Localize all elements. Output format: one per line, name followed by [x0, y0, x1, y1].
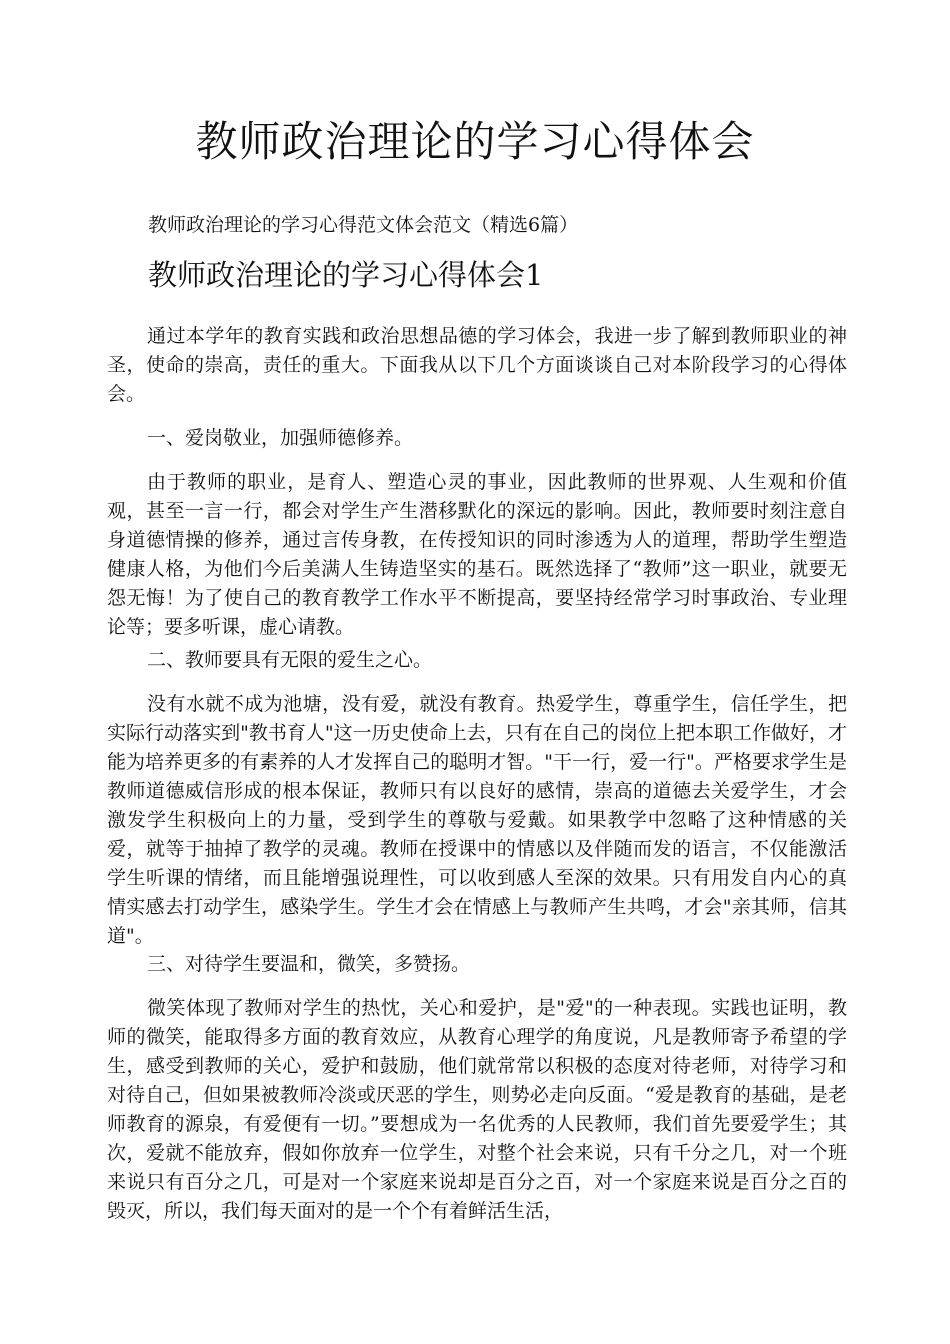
section-heading: 教师政治理论的学习心得体会1 — [148, 258, 544, 292]
document-subtitle: 教师政治理论的学习心得范文体会范文（精选6篇） — [148, 214, 579, 236]
intro-paragraph: 通过本学年的教育实践和政治思想品德的学习体会，我进一步了解到教师职业的神圣，使命的崇高，责任的重大。下面我从以下几个方面谈谈自己对本阶段学习的心得体会。 — [107, 325, 847, 405]
point-heading-3: 三、对待学生要温和，微笑，多赞扬。 — [147, 953, 471, 975]
point-paragraph-2: 没有水就不成为池塘，没有爱，就没有教育。热爱学生，尊重学生，信任学生，把实际行动落实到"教书育人"这一历史使命上去，只有在自己的岗位上把本职工作做好，才能为培养更多的有素养的人才发挥自己的聪明才智。"干一行，爱一行"。严格要求学生是教师道德威信形成的根本保证，教师只有以良好的感情，崇高的道德去关爱学生，才会激发学生积极向上的力量，受到学生的尊敬与爱戴。如果教学中忽略了这种情感的关爱，就等于抽掉了教学的灵魂。教师在授课中的情感以及伴随而发的语言，不仅能激活学生听课的情绪，而且能增强说理性，可以收到感人至深的效果。只有用发自内心的真情实感去打动学生，感染学生。学生才会在情感上与教师产生共鸣，才会"亲其师，信其道"。 — [107, 693, 847, 947]
point-heading-2: 二、教师要具有无限的爱生之心。 — [147, 649, 433, 671]
point-paragraph-3: 微笑体现了教师对学生的热忱，关心和爱护，是"爱"的一种表现。实践也证明，教师的微笑，能取得多方面的教育效应，从教育心理学的角度说，凡是教师寄予希望的学生，感受到教师的关心，爱护和鼓励，他们就常常以积极的态度对待老师，对待学习和对待自己，但如果被教师冷淡或厌恶的学生，则势必走向反面。“爱是教育的基础，是老师教育的源泉，有爱便有一切。”要想成为一名优秀的人民教师，我们首先要爱学生；其次，爱就不能放弃，假如你放弃一位学生，对整个社会来说，只有千分之几，对一个班来说只有百分之几，可是对一个家庭来说却是百分之百，对一个家庭来说是百分之百的毁灭，所以，我们每天面对的是一个个有着鲜活生活， — [107, 997, 847, 1222]
document-title: 教师政治理论的学习心得体会 — [195, 117, 755, 166]
point-paragraph-1: 由于教师的职业，是育人、塑造心灵的事业，因此教师的世界观、人生观和价值观，甚至一言一行，都会对学生产生潜移默化的深远的影响。因此，教师要时刻注意自身道德情操的修养，通过言传身教，在传授知识的同时渗透为人的道理，帮助学生塑造健康人格，为他们今后美满人生铸造坚实的基石。既然选择了“教师”这一职业，就要无怨无悔！为了使自己的教育教学工作水平不断提高，要坚持经常学习时事政治、专业理论等；要多听课，虚心请教。 — [107, 471, 847, 638]
point-heading-1: 一、爱岗敬业，加强师德修养。 — [147, 427, 414, 449]
